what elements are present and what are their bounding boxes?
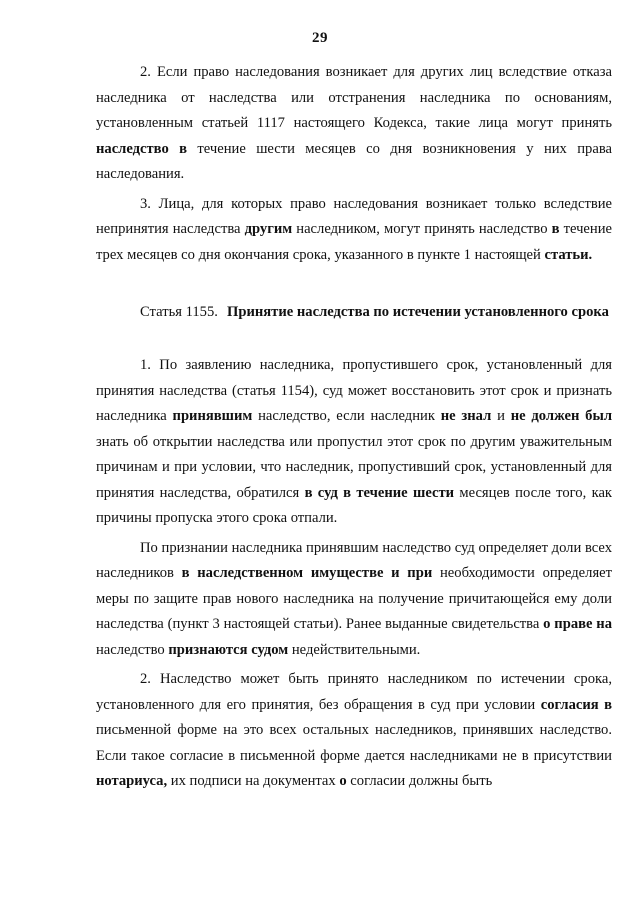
text-run: наследство	[96, 641, 169, 658]
page-number: 29	[312, 30, 328, 46]
page-body	[96, 60, 612, 795]
bold-run: принявшим	[172, 408, 253, 424]
bold-run: о	[339, 773, 347, 789]
bold-run: не знал	[440, 408, 492, 424]
text-run: течение шести месяцев со дня возникновения у них права наследования.	[96, 140, 612, 182]
article-title: Принятие наследства по истечении установленного срока	[227, 304, 609, 320]
bold-run: в суд в течение шести	[304, 484, 455, 501]
article-heading	[96, 302, 612, 323]
text-run: 3. Лица, для которых право наследования возникает только вследствие непринятия наследства	[96, 195, 612, 237]
text-run: 2. Наследство может быть принято наследником по истечении срока, установленного для его принятия, без обращения в суд при условии	[96, 671, 612, 713]
paragraph-prev-2	[96, 60, 612, 188]
text-run: знать об открытии наследства или пропустил этот срок по другим уважительным причинам и при условии, что наследник, пропустивший срок, установленный для принятия наследства, обратился	[96, 433, 612, 501]
text-run: месяцев после того, как причины пропуска этого срока отпали.	[96, 484, 613, 526]
bold-run: статьи.	[544, 246, 593, 263]
article-number: Статья 1155.	[140, 304, 218, 320]
text-run: необходимости определяет меры по защите прав нового наследника на получение причитающейся ему доли наследства (пункт 3 настоящей статьи). Ранее выданные свидетельства	[96, 565, 613, 632]
bold-run: наследство в	[96, 140, 188, 157]
text-run: 1. По заявлению наследника, пропустившего срок, установленный для принятия наследства (статья 1154), суд может восстановить этот срок и признать наследника	[96, 357, 612, 424]
text-run: согласии должны быть	[346, 773, 493, 789]
bold-run: нотариуса,	[96, 773, 168, 789]
paragraph-prev-3	[96, 192, 612, 269]
text-run: наследником, могут принять наследство	[292, 221, 552, 237]
text-run: наследство, если наследник	[252, 408, 441, 424]
bold-run: о праве на	[543, 616, 612, 632]
bold-run: в наследственном имуществе и при	[181, 565, 433, 581]
text-run: их подписи на документах	[167, 773, 340, 789]
text-run: течение трех месяцев со дня окончания срока, указанного в пункте 1 настоящей	[96, 221, 612, 263]
paragraph-1-continued	[96, 536, 612, 664]
paragraph-2	[96, 667, 612, 795]
bold-run: другим	[244, 221, 293, 237]
paragraph-1	[96, 353, 612, 532]
text-run: письменной форме на это всех остальных наследников, принявших наследство. Если такое согласие в письменной форме дается наследниками не в присутствии	[96, 722, 612, 764]
bold-run: согласия в	[540, 696, 612, 713]
text-run: 2. Если право наследования возникает для других лиц вследствие отказа наследника от наследства или отстранения наследника по основаниям, установленным статьей 1117 настоящего Кодекса, такие лица могут принять	[96, 64, 612, 131]
bold-run: признаются судом	[168, 641, 289, 658]
bold-run: не должен был	[510, 408, 613, 424]
text-run: и	[491, 408, 511, 424]
bold-run: в	[551, 221, 560, 237]
text-run: недействительными.	[288, 641, 421, 658]
text-run: По признании наследника принявшим наследство суд определяет доли всех наследников	[96, 539, 612, 581]
